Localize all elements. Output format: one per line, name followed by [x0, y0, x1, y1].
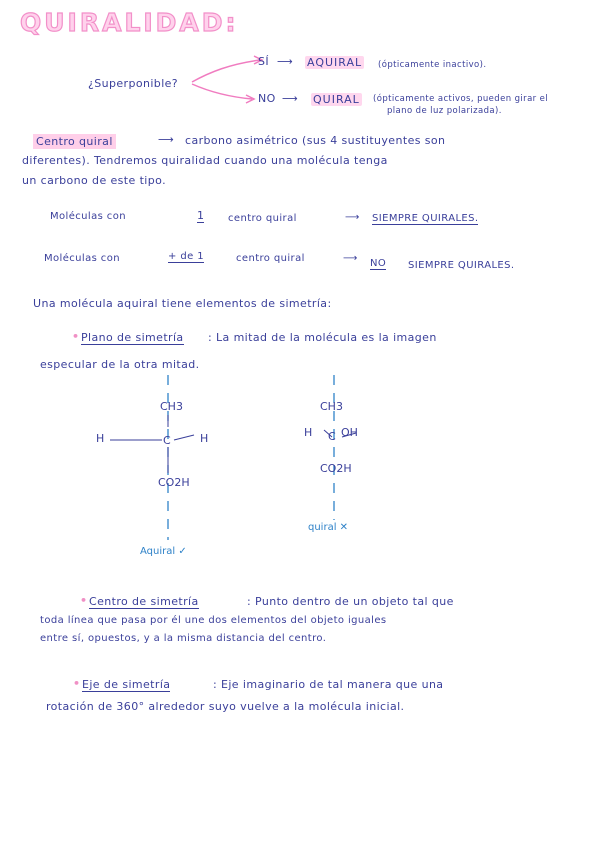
yes-result-aquiral: AQUIRAL — [307, 56, 363, 69]
rule-many-arrow: ⟶ — [343, 253, 358, 264]
bullet-eje: • — [73, 677, 81, 690]
left-top-group: CH3 — [160, 400, 183, 413]
eje-line2: rotación de 360° alrededor suyo vuelve a la molécula inicial. — [46, 700, 405, 713]
centro-quiral-line1: carbono asimétrico (sus 4 sustituyentes son — [185, 134, 446, 147]
rule-one-number: 1 — [197, 209, 205, 222]
eje-line1: : Eje imaginario de tal manera que una — [213, 678, 444, 691]
rule-one-prefix: Moléculas con — [50, 211, 126, 222]
centro-quiral-arrow: ⟶ — [158, 133, 175, 146]
left-label-aquiral: Aquiral ✓ — [140, 546, 187, 557]
yes-note: (ópticamente inactivo). — [378, 60, 487, 70]
right-top-group: CH3 — [320, 400, 343, 413]
centro-simetria-term: Centro de simetría — [89, 595, 199, 608]
plano-line1: : La mitad de la molécula es la imagen — [208, 331, 437, 344]
rule-many-result: SIEMPRE QUIRALES. — [408, 260, 515, 271]
rule-many-no: NO — [370, 258, 387, 269]
bullet-plano: • — [72, 330, 80, 343]
centro-quiral-term: Centro quiral — [33, 134, 116, 149]
centro-quiral-line2: diferentes). Tendremos quiralidad cuando una molécula tenga — [22, 154, 388, 167]
right-h-left: H — [304, 426, 313, 439]
centro-simetria-line2: toda línea que pasa por él une dos elementos del objeto iguales — [40, 615, 387, 626]
no-note-line2: plano de luz polarizada). — [387, 106, 502, 116]
bullet-centro-simetria: • — [80, 594, 88, 607]
no-note-line1: (ópticamente activos, pueden girar el — [373, 94, 549, 104]
plano-term: Plano de simetría — [81, 331, 184, 344]
no-result-quiral: QUIRAL — [313, 93, 360, 106]
rule-many-more: + de 1 — [168, 251, 204, 262]
left-h-right: H — [200, 432, 209, 445]
centro-quiral-line3: un carbono de este tipo. — [22, 174, 166, 187]
symmetry-structures — [90, 375, 400, 575]
right-bottom-group: CO2H — [320, 462, 352, 475]
no-arrow: ⟶ — [282, 92, 299, 105]
no-label: NO — [258, 92, 276, 105]
right-center-carbon: C — [328, 430, 336, 443]
left-center-carbon: C — [163, 434, 171, 447]
plano-line2: especular de la otra mitad. — [40, 358, 200, 371]
symmetry-intro: Una molécula aquiral tiene elementos de simetría: — [33, 297, 332, 310]
rule-many-prefix: Moléculas con — [44, 253, 120, 264]
eje-term: Eje de simetría — [82, 678, 171, 691]
left-h-left: H — [96, 432, 105, 445]
right-oh: OH — [341, 426, 358, 439]
rule-one-result: SIEMPRE QUIRALES. — [372, 213, 479, 224]
centro-simetria-line3: entre sí, opuestos, y a la misma distancia del centro. — [40, 633, 327, 644]
superponible-question: ¿Superponible? — [88, 77, 179, 90]
rule-one-arrow: ⟶ — [345, 212, 360, 223]
yes-arrow: ⟶ — [277, 55, 294, 68]
left-bottom-group: CO2H — [158, 476, 190, 489]
right-label-quiral: quiral ✕ — [308, 522, 349, 533]
rule-many-suffix: centro quiral — [236, 253, 305, 264]
centro-simetria-line1: : Punto dentro de un objeto tal que — [247, 595, 454, 608]
page-title: QUIRALIDAD: — [20, 8, 239, 37]
yes-label: SÍ — [258, 55, 270, 68]
rule-one-suffix: centro quiral — [228, 213, 297, 224]
